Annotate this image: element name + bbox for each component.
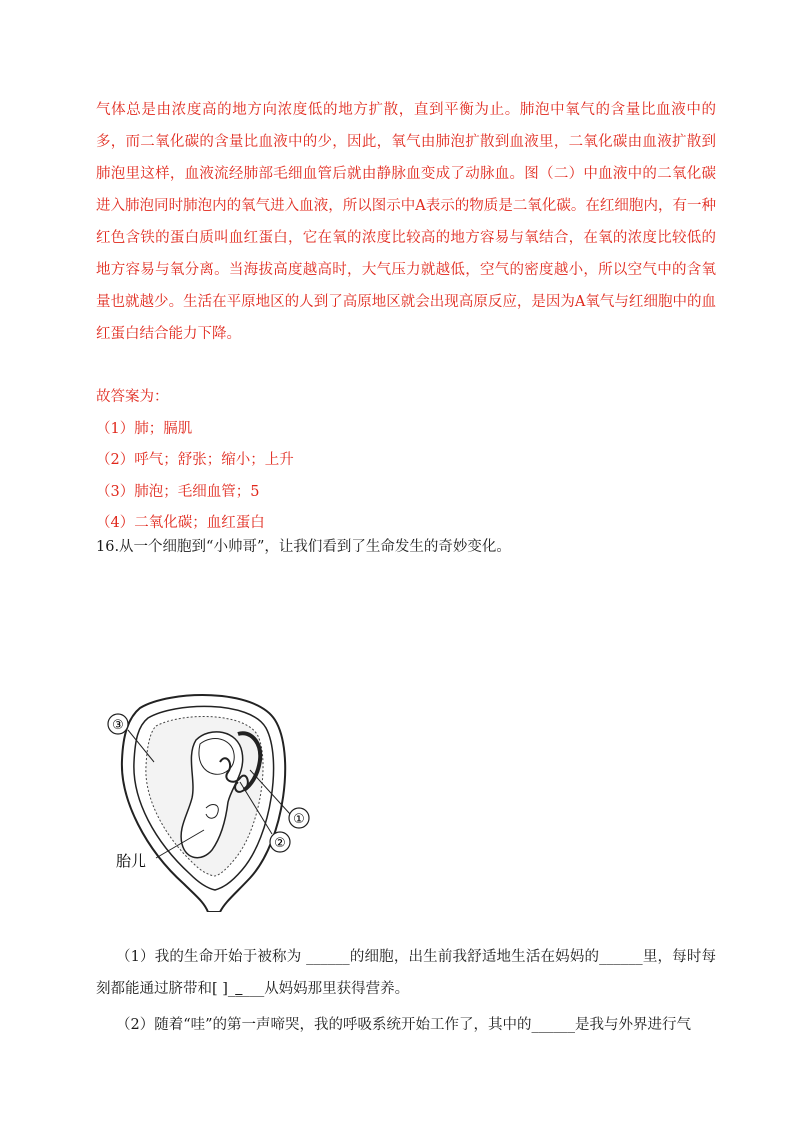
answer-intro: 故答案为： <box>96 389 169 405</box>
sub-question-2 <box>96 1009 716 1041</box>
answer-item-2: （2）呼气；舒张；缩小；上升 <box>96 452 294 468</box>
answer-list <box>96 382 294 540</box>
answer-item-4: （4）二氧化碳；血红蛋白 <box>96 515 265 531</box>
sub-question-2-text: （2）随着“哇”的第一声啼哭，我的呼吸系统开始工作了，其中的______是我与外界进行气 <box>116 1017 692 1033</box>
question-title: 16.从一个细胞到“小帅哥”，让我们看到了生命发生的奇妙变化。 <box>96 539 511 555</box>
answer-item-1: （1）肺；膈肌 <box>96 420 193 437</box>
label-fetus: 胎儿 <box>116 852 147 870</box>
label-1: ① <box>293 812 305 827</box>
label-3: ③ <box>112 718 124 733</box>
uterus-fetus-diagram <box>100 690 330 912</box>
sub-question-1-part1: （1）我的生命开始于被称为 ______的细胞，出生前我舒适地生活在妈妈的______里，每时每刻都能通过脐带和[ ]_ <box>96 949 716 997</box>
sub-question-1-part2: ___从妈妈那里获得营养。 <box>242 981 410 997</box>
label-2: ② <box>274 836 286 851</box>
answer-item-3: （3）肺泡；毛细血管；5 <box>96 483 260 500</box>
sub-question-1-blank: _ <box>235 981 243 997</box>
explanation-text: 气体总是由浓度高的地方向浓度低的地方扩散，直到平衡为止。肺泡中氧气的含量比血液中的多，而二氧化碳的含量比血液中的少，因此，氧气由肺泡扩散到血液里，二氧化碳由血液扩散到肺泡里这样，血液流经肺部毛细血管后就由静脉血变成了动脉血。图（二）中血液中的二氧化碳进入肺泡同时肺泡内的氧气进入血液，所以图示中A表示的物质是二氧化碳。在红细胞内，有一种红色含铁的蛋白质叫血红蛋白，它在氧的浓度比较高的地方容易与氧结合，在氧的浓度比较低的地方容易与氧分离。当海拔高度越高时，大气压力就越低，空气的密度越小，所以空气中的含氧量也就越少。生活在平原地区的人到了高原地区就会出现高原反应，是因为A氧气与红细胞中的血红蛋白结合能力下降。 <box>96 102 716 342</box>
sub-question-1 <box>96 941 716 1005</box>
explanation-paragraph <box>96 94 716 350</box>
